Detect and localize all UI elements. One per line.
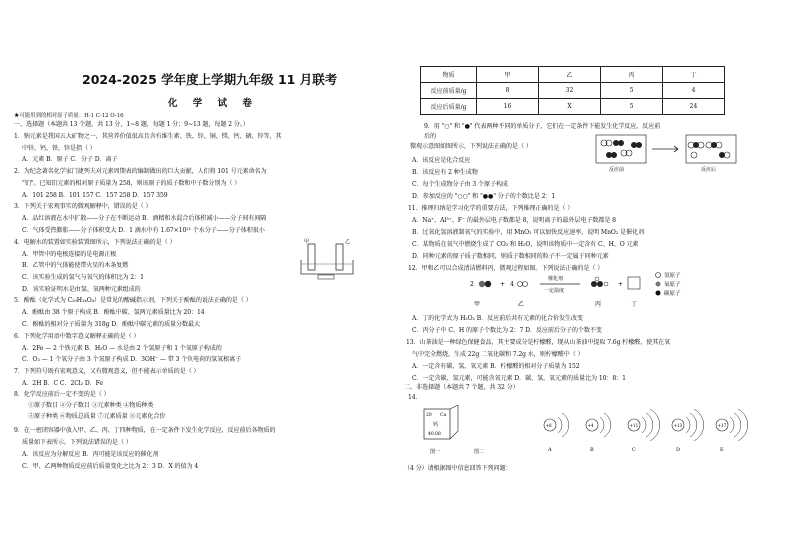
question-line: A．该反应为分解反应 B．丙可能是该反应的催化剂 bbox=[22, 451, 159, 458]
label-after: 反应后 bbox=[701, 167, 717, 173]
electron-shell-arc bbox=[558, 417, 562, 433]
question-line: C．O₂ — 1 个氧分子由 3 个氧原子构成 D．3OH⁻ — 带 3 个负电荷的氢氧根离子 bbox=[22, 356, 242, 363]
question-line: C．某物质在氧气中燃烧生成了 CO₂ 和 H₂O，说明该物质中一定含有 C、H、O 元素 bbox=[412, 241, 639, 248]
table-header: 物质 bbox=[421, 67, 477, 83]
name-jia: 甲 bbox=[474, 301, 481, 308]
atom-charge: +17 bbox=[717, 422, 727, 428]
table-row bbox=[421, 99, 725, 115]
table-row bbox=[421, 83, 725, 99]
atom-label-c: C bbox=[632, 447, 636, 453]
atom-charge: +4 bbox=[587, 422, 594, 428]
question-line: 1．钠元素是我国五大矿物之一，其营养价值很高且含有维生素、铁、锌、铜、镁、钙、硒、锌等，其 bbox=[14, 133, 282, 140]
question-line: A．Na⁺、Al³⁺、F⁻ 的最外层电子数都是 8，说明离子的最外层电子数都是 8 bbox=[412, 217, 616, 224]
question-line: 一、选择题（本题共 13 个题，共 13 分，1~8 题，每题 1 分；9~13 题，每题 2 分。） bbox=[14, 121, 249, 128]
electron-shell-arc bbox=[738, 409, 748, 441]
question-line: A．酚酞由 38 个原子构成 B．酚酞中碳、氢两元素质量比为 20：14 bbox=[22, 309, 205, 316]
electron-shell-arc bbox=[562, 413, 569, 437]
electron-shell-arc bbox=[646, 413, 653, 437]
electron-shell-arc bbox=[604, 413, 611, 437]
coef-left: 2 bbox=[470, 281, 474, 288]
table-header: 丙 bbox=[601, 67, 663, 83]
question-line: （4 分）请根据图中信息回答下列问题： bbox=[404, 465, 512, 472]
question-line: C．丙分子中 C、H 的原子个数比为 2：7 D．反应前后分子的个数不变 bbox=[412, 327, 602, 334]
question-line: A．甲管中的电极连接的是电源正极 bbox=[22, 251, 117, 258]
question-line: D．同种元素的原子质子数相同，则质子数相同的粒子不一定属于同种元素 bbox=[412, 253, 609, 260]
exam-title: 2024-2025 学年度上学期九年级 11 月联考 bbox=[82, 72, 338, 87]
question-line: A．一定含有碳、氢、氧元素 B．柠檬醛的相对分子质量为 152 bbox=[412, 363, 580, 370]
table-cell: 8 bbox=[477, 83, 539, 99]
svg-text:+: + bbox=[500, 281, 506, 288]
question-line: 质量如下表所示。下列说法错误的是（ ） bbox=[22, 439, 132, 446]
question-line: "钔"。已知钔元素的相对原子质量为 258，则该原子的质子数和中子数分别为（ ） bbox=[22, 180, 241, 187]
tube-label-yi: 乙 bbox=[345, 239, 351, 245]
legend-carbon: 碳原子 bbox=[664, 291, 681, 297]
table-cell: 5 bbox=[601, 99, 663, 115]
table-header: 丁 bbox=[663, 67, 725, 83]
name-yi: 乙 bbox=[518, 301, 525, 308]
synthesis-figure bbox=[460, 270, 760, 332]
electron-shell-arc bbox=[730, 417, 734, 433]
question-line: 9．用 "○" 和 "●" 代表两种不同的单质分子，它们在一定条件下能发生化学反应，反应前 bbox=[424, 123, 661, 130]
question-line: B．该反应有 2 种生成物 bbox=[412, 169, 478, 176]
question-line: 6．下列化学用语中数字意义解释正确的是（ ） bbox=[14, 333, 140, 340]
question-line: C．甲、乙两种物质反应前后质量变化之比为 2：3 D．X 的值为 4 bbox=[22, 463, 199, 470]
legend-oxygen: 氧原子 bbox=[664, 282, 681, 288]
table-header: 甲 bbox=[477, 67, 539, 83]
question-line: ①原子数目 ②分子数目 ③元素种类 ④物质种类 bbox=[28, 402, 154, 409]
question-line: B．乙管中的气体能使带火星的木条复燃 bbox=[22, 262, 129, 269]
question-line: 3．下列关于宏观事实的微观解释中，错误的是（ ） bbox=[14, 203, 152, 210]
question-line: C．该实验生成的氢气与氧气的体积比为 2：1 bbox=[22, 274, 144, 281]
question-line: 气中完全燃烧，生成 22g 二氧化碳和 7.2g 水，则柠檬醛中（ ） bbox=[412, 351, 584, 358]
atom-charge: +13 bbox=[673, 422, 683, 428]
question-line: A．2H B．C C．2Cl₂ D．Fe bbox=[22, 380, 103, 387]
electron-shell-arc bbox=[734, 413, 741, 437]
atom-label-e: E bbox=[720, 447, 724, 453]
question-line: 11．推理归纳是学习化学的重要方法，下列推理正确的是（ ） bbox=[408, 205, 574, 212]
electron-shell-arc bbox=[686, 417, 690, 433]
atom-charge: +11 bbox=[629, 422, 639, 428]
question-line: 中锌、钙、铁、锌是指（ ） bbox=[22, 145, 96, 152]
element-symbol: Ca bbox=[440, 413, 447, 418]
question-line: 后的 bbox=[424, 133, 436, 140]
question-line: 微观示意图如图所示，下列说法正确的是（ ） bbox=[410, 143, 532, 150]
question-line: A．元素 B．原子 C．分子 D．离子 bbox=[22, 156, 118, 163]
element-name: 钙 bbox=[433, 422, 439, 428]
question-line: C．一定含碳、氢元素，可能含氧元素 D．碳、氢、氧元素的质量比为 10：8：1 bbox=[412, 375, 626, 382]
label-fig1: 图一 bbox=[430, 449, 441, 455]
name-ding: 丁 bbox=[631, 301, 638, 308]
reaction-microscopic-figure bbox=[594, 133, 739, 173]
question-line: 二、非选择题（本题共 7 个题，共 32 分） bbox=[404, 384, 519, 391]
table-cell: 反应前质量/g bbox=[421, 83, 477, 99]
electron-shell-arc bbox=[690, 413, 697, 437]
electron-shell-arc bbox=[600, 417, 604, 433]
exam-subtitle: 化 学 试 卷 bbox=[168, 98, 258, 109]
label-fig2: 图二 bbox=[474, 449, 485, 455]
atom-structure-figure bbox=[420, 405, 755, 457]
question-line: 8．化学反应前后一定不变的是（ ） bbox=[14, 391, 110, 398]
question-line: 5．酚酞（化学式为 C₂₀H₁₄O₄）是常见的酸碱指示剂，下列关于酚酞的说法正确的是（ ） bbox=[14, 297, 252, 304]
question-line: 14． bbox=[408, 394, 422, 401]
table-cell: 反应后质量/g bbox=[421, 99, 477, 115]
atom-charge: +8 bbox=[545, 422, 552, 428]
electrolysis-apparatus-figure bbox=[298, 238, 356, 280]
mass-table bbox=[420, 66, 725, 115]
element-number: 20 bbox=[426, 413, 432, 418]
electron-shell-arc bbox=[650, 409, 660, 441]
question-line: A．101 258 B．101 157 C．157 258 D．157 359 bbox=[22, 192, 168, 199]
element-mass: 40.08 bbox=[428, 432, 441, 437]
electron-shell-arc bbox=[694, 409, 704, 441]
tube-label-jia: 甲 bbox=[304, 239, 310, 245]
table-cell: 16 bbox=[477, 99, 539, 115]
svg-text:+: + bbox=[618, 281, 624, 288]
question-line: C．酚酞的相对分子质量为 318g D．酚酞中碳元素的质量分数最大 bbox=[22, 321, 200, 328]
question-line: D．该实验证明水是由氢、氧两种元素组成的 bbox=[22, 286, 141, 293]
name-bing: 丙 bbox=[595, 301, 602, 308]
atom-label-b: B bbox=[590, 447, 594, 453]
question-line: A．该反应是化合反应 bbox=[412, 157, 471, 164]
table-cell: 4 bbox=[663, 83, 725, 99]
atom-label-d: D bbox=[676, 447, 681, 453]
question-line: 2．为纪念著名化学家门捷列夫对元素周期表的编制做出的巨大贡献，人们将 101 号元素命名为 bbox=[14, 168, 267, 175]
atomic-masses-note: ★可能用到的相对原子质量：H-1 C-12 O-16 bbox=[14, 113, 124, 119]
table-cell: X bbox=[539, 99, 601, 115]
question-line: 13．山茶油是一种绿色保健食品，其主要成分是柠檬醛，现从山茶油中提取 7.6g 柠檬醛，使其在氧 bbox=[406, 339, 671, 346]
question-line: 12．甲和乙可以合成清洁燃料丙，微观过程如图。下列说法正确的是（ ） bbox=[408, 265, 604, 272]
condition-catalyst: 催化剂 bbox=[548, 276, 564, 282]
table-cell: 32 bbox=[539, 83, 601, 99]
coef-mid: 4 bbox=[510, 281, 514, 288]
table-header-row bbox=[421, 67, 725, 83]
question-line: A．2Fe — 2 个铁元素 B．H₂O — 水是由 2 个氢原子和 1 个氧原子构成的 bbox=[22, 345, 222, 352]
table-cell: 24 bbox=[663, 99, 725, 115]
question-line: C．气体受热膨胀——分子体积变大 D．1 滴水中有 1.67×10²¹ 个水分子——分子体积很小 bbox=[22, 227, 265, 234]
atom-label-a: A bbox=[548, 447, 552, 453]
condition-temperature: 一定温度 bbox=[544, 288, 565, 294]
question-line: 4．电解水的装置如实验装置图所示，下列说法正确的是（ ） bbox=[14, 239, 176, 246]
table-header: 乙 bbox=[539, 67, 601, 83]
question-line: A．品红溶液在水中扩散——分子在不断运动 B．酒精和水混合后体积减小——分子间有间隔 bbox=[22, 215, 267, 222]
question-line: A．丁的化学式为 H₂O₂ B．反应前后共有元素的化合价发生改变 bbox=[412, 315, 583, 322]
question-line: D．参加反应的 "○○" 和 "●●" 分子的个数比是 2：1 bbox=[412, 193, 556, 200]
question-line: 9．在一密闭容器中放入甲、乙、丙、丁四种物质，在一定条件下发生化学反应，反应前后各物质的 bbox=[14, 427, 276, 434]
table-cell: 5 bbox=[601, 83, 663, 99]
question-line: ⑤原子种类 ⑥物质总质量 ⑦元素质量 ⑧元素化合价 bbox=[28, 413, 166, 420]
question-line: B．过氧化氢溶液制氧气的实验中，用 MnO₂ 可以加快反应速率，说明 MnO₂ 是催化剂 bbox=[412, 229, 644, 236]
label-before: 反应前 bbox=[609, 167, 625, 173]
question-line: 7．下列符号既有宏观意义，又有微观意义，但不能表示单质的是（ ） bbox=[14, 368, 200, 375]
question-line: C．每个生成物分子由 3 个原子构成 bbox=[412, 181, 508, 188]
legend-hydrogen: 氢原子 bbox=[664, 273, 681, 279]
electron-shell-arc bbox=[642, 417, 646, 433]
